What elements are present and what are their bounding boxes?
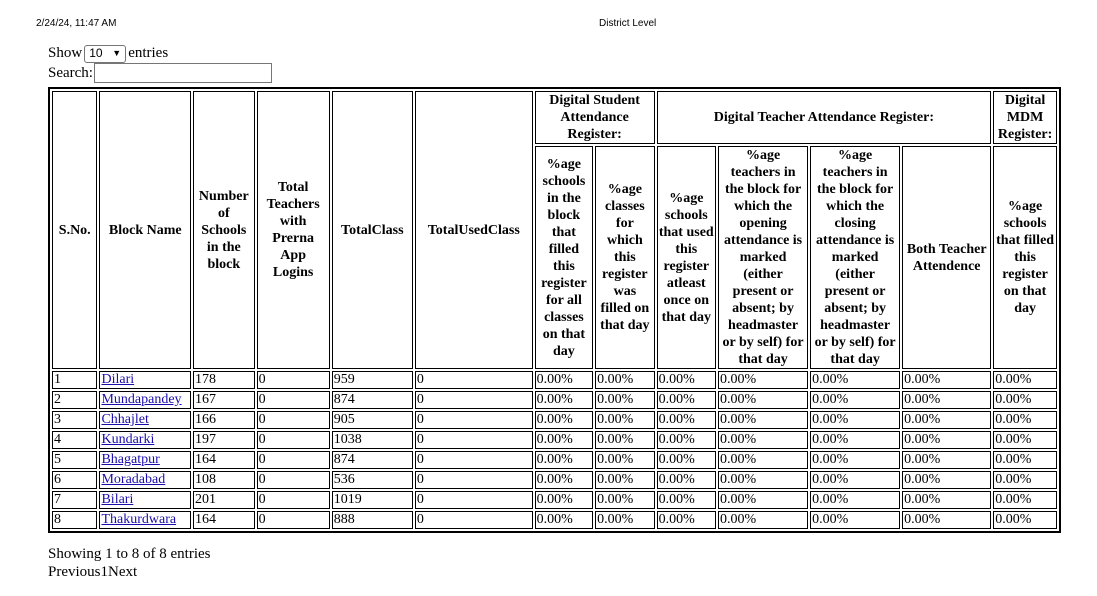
pagination [48,563,211,581]
pct-classes-student-cell: 0.00% [595,491,654,509]
sno-cell: 8 [52,511,97,529]
total-class-cell: 888 [332,511,413,529]
column-header-pct-teachers-opening[interactable]: %age teachers in the block for which the opening attendance is marked (either present or absent; by headmaster or by self) for that day [718,146,808,369]
pct-classes-student-cell: 0.00% [595,471,654,489]
group-header-teacher-attendance: Digital Teacher Attendance Register: [657,91,992,144]
pct-schools-student-cell: 0.00% [535,411,593,429]
table-row [52,411,1057,429]
used-class-cell: 0 [415,471,533,489]
total-class-cell: 874 [332,391,413,409]
schools-cell: 197 [193,431,255,449]
pct-schools-mdm-cell: 0.00% [993,491,1057,509]
table-row [52,491,1057,509]
pct-teachers-opening-cell: 0.00% [718,511,808,529]
total-class-cell: 874 [332,451,413,469]
column-header-total-teachers[interactable]: Total Teachers with Prerna App Logins [257,91,330,369]
block-name-cell [99,431,191,449]
total-class-cell: 959 [332,371,413,389]
teachers-cell: 0 [257,471,330,489]
pct-schools-student-cell: 0.00% [535,371,593,389]
group-header-mdm: Digital MDM Register: [993,91,1057,144]
total-class-cell: 1038 [332,431,413,449]
pct-schools-teacher-cell: 0.00% [657,451,716,469]
entries-label: entries [128,45,169,61]
pct-teachers-opening-cell: 0.00% [718,471,808,489]
previous-page-button[interactable]: Previous [48,564,101,580]
block-name-cell [99,471,191,489]
pct-teachers-opening-cell: 0.00% [718,491,808,509]
teachers-cell: 0 [257,451,330,469]
table-row [52,451,1057,469]
block-name-link[interactable]: Dilari [101,372,135,387]
both-teacher-cell: 0.00% [902,431,991,449]
teachers-cell: 0 [257,411,330,429]
print-datetime: 2/24/24, 11:47 AM [36,18,117,29]
block-name-cell [99,491,191,509]
pct-schools-student-cell: 0.00% [535,451,593,469]
schools-cell: 178 [193,371,255,389]
teachers-cell: 0 [257,511,330,529]
column-header-pct-schools-teacher[interactable]: %age schools that used this register atleast once on that day [657,146,716,369]
block-name-link[interactable]: Mundapandey [101,392,182,407]
pct-teachers-opening-cell: 0.00% [718,451,808,469]
district-report-table [48,87,1061,533]
pct-teachers-closing-cell: 0.00% [810,431,900,449]
pct-schools-mdm-cell: 0.00% [993,471,1057,489]
both-teacher-cell: 0.00% [902,491,991,509]
schools-cell: 108 [193,471,255,489]
pct-teachers-opening-cell: 0.00% [718,391,808,409]
pct-schools-teacher-cell: 0.00% [657,411,716,429]
pct-schools-teacher-cell: 0.00% [657,471,716,489]
table-row [52,471,1057,489]
table-row [52,431,1057,449]
pct-schools-student-cell: 0.00% [535,511,593,529]
block-name-link[interactable]: Moradabad [101,472,166,487]
pct-schools-student-cell: 0.00% [535,431,593,449]
pct-teachers-closing-cell: 0.00% [810,451,900,469]
pct-teachers-closing-cell: 0.00% [810,371,900,389]
pct-teachers-closing-cell: 0.00% [810,391,900,409]
table-body [52,371,1057,529]
sno-cell: 7 [52,491,97,509]
used-class-cell: 0 [415,491,533,509]
table-footer [48,545,211,581]
column-header-pct-teachers-closing[interactable]: %age teachers in the block for which the closing attendance is marked (either present or absent; by headmaster or by self) for that day [810,146,900,369]
block-name-link[interactable]: Chhajlet [101,412,149,427]
pct-teachers-closing-cell: 0.00% [810,491,900,509]
both-teacher-cell: 0.00% [902,411,991,429]
schools-cell: 164 [193,451,255,469]
show-label: Show [48,45,83,61]
used-class-cell: 0 [415,371,533,389]
pct-schools-teacher-cell: 0.00% [657,511,716,529]
sno-cell: 3 [52,411,97,429]
pct-classes-student-cell: 0.00% [595,431,654,449]
schools-cell: 164 [193,511,255,529]
pct-schools-teacher-cell: 0.00% [657,431,716,449]
both-teacher-cell: 0.00% [902,471,991,489]
column-header-pct-classes-student[interactable]: %age classes for which this register was filled on that day [595,146,654,369]
pct-schools-teacher-cell: 0.00% [657,371,716,389]
pct-schools-mdm-cell: 0.00% [993,511,1057,529]
column-header-total-class[interactable]: TotalClass [332,91,413,369]
pct-schools-student-cell: 0.00% [535,391,593,409]
pct-classes-student-cell: 0.00% [595,391,654,409]
entries-control [48,44,272,63]
used-class-cell: 0 [415,411,533,429]
pct-schools-student-cell: 0.00% [535,491,593,509]
both-teacher-cell: 0.00% [902,391,991,409]
pct-schools-teacher-cell: 0.00% [657,391,716,409]
column-header-number-of-schools[interactable]: Number of Schools in the block [193,91,255,369]
group-header-student-attendance: Digital Student Attendance Register: [535,91,655,144]
pct-classes-student-cell: 0.00% [595,371,654,389]
column-header-pct-schools-student[interactable]: %age schools in the block that filled this register for all classes on that day [535,146,593,369]
both-teacher-cell: 0.00% [902,451,991,469]
pct-schools-mdm-cell: 0.00% [993,391,1057,409]
both-teacher-cell: 0.00% [902,511,991,529]
teachers-cell: 0 [257,391,330,409]
table-info: Showing 1 to 8 of 8 entries [48,546,211,562]
column-header-sno[interactable]: S.No. [52,91,97,369]
used-class-cell: 0 [415,511,533,529]
sno-cell: 5 [52,451,97,469]
block-name-cell [99,411,191,429]
teachers-cell: 0 [257,371,330,389]
table-row [52,391,1057,409]
teachers-cell: 0 [257,491,330,509]
block-name-cell [99,371,191,389]
sno-cell: 1 [52,371,97,389]
total-class-cell: 1019 [332,491,413,509]
pct-schools-mdm-cell: 0.00% [993,411,1057,429]
pct-teachers-opening-cell: 0.00% [718,371,808,389]
block-name-cell [99,451,191,469]
total-class-cell: 905 [332,411,413,429]
block-name-cell [99,391,191,409]
chevron-down-icon: ▼ [112,48,122,58]
pct-teachers-closing-cell: 0.00% [810,471,900,489]
pct-teachers-closing-cell: 0.00% [810,411,900,429]
column-header-both-teacher[interactable]: Both Teacher Attendence [902,146,991,369]
page-1-button[interactable]: 1 [100,564,108,580]
sno-cell: 4 [52,431,97,449]
used-class-cell: 0 [415,431,533,449]
teachers-cell: 0 [257,431,330,449]
column-header-pct-schools-mdm[interactable]: %age schools that filled this register on that day [993,146,1057,369]
schools-cell: 167 [193,391,255,409]
block-name-link[interactable]: Kundarki [101,432,155,447]
schools-cell: 201 [193,491,255,509]
block-name-link[interactable]: Thakurdwara [101,512,177,527]
entries-select[interactable] [84,45,126,63]
search-control [48,63,272,83]
pct-teachers-opening-cell: 0.00% [718,431,808,449]
pct-schools-mdm-cell: 0.00% [993,451,1057,469]
schools-cell: 166 [193,411,255,429]
block-name-link[interactable]: Bilari [101,492,134,507]
sno-cell: 2 [52,391,97,409]
table-row [52,371,1057,389]
print-title: District Level [599,18,657,29]
pct-schools-teacher-cell: 0.00% [657,491,716,509]
pct-schools-mdm-cell: 0.00% [993,431,1057,449]
pct-teachers-opening-cell: 0.00% [718,411,808,429]
block-name-link[interactable]: Bhagatpur [101,452,160,467]
column-header-block-name[interactable]: Block Name [99,91,191,369]
pct-classes-student-cell: 0.00% [595,411,654,429]
used-class-cell: 0 [415,451,533,469]
used-class-cell: 0 [415,391,533,409]
block-name-cell [99,511,191,529]
pct-classes-student-cell: 0.00% [595,511,654,529]
group-header-row [52,91,1057,144]
sno-cell: 6 [52,471,97,489]
pct-schools-mdm-cell: 0.00% [993,371,1057,389]
pct-teachers-closing-cell: 0.00% [810,511,900,529]
pct-classes-student-cell: 0.00% [595,451,654,469]
entries-select-value: 10 [89,46,103,60]
table-row [52,511,1057,529]
total-class-cell: 536 [332,471,413,489]
both-teacher-cell: 0.00% [902,371,991,389]
search-label: Search: [48,64,93,81]
pct-schools-student-cell: 0.00% [535,471,593,489]
column-header-total-used-class[interactable]: TotalUsedClass [415,91,533,369]
search-input[interactable] [94,63,272,83]
table-controls [48,44,272,83]
next-page-button[interactable]: Next [108,564,138,580]
